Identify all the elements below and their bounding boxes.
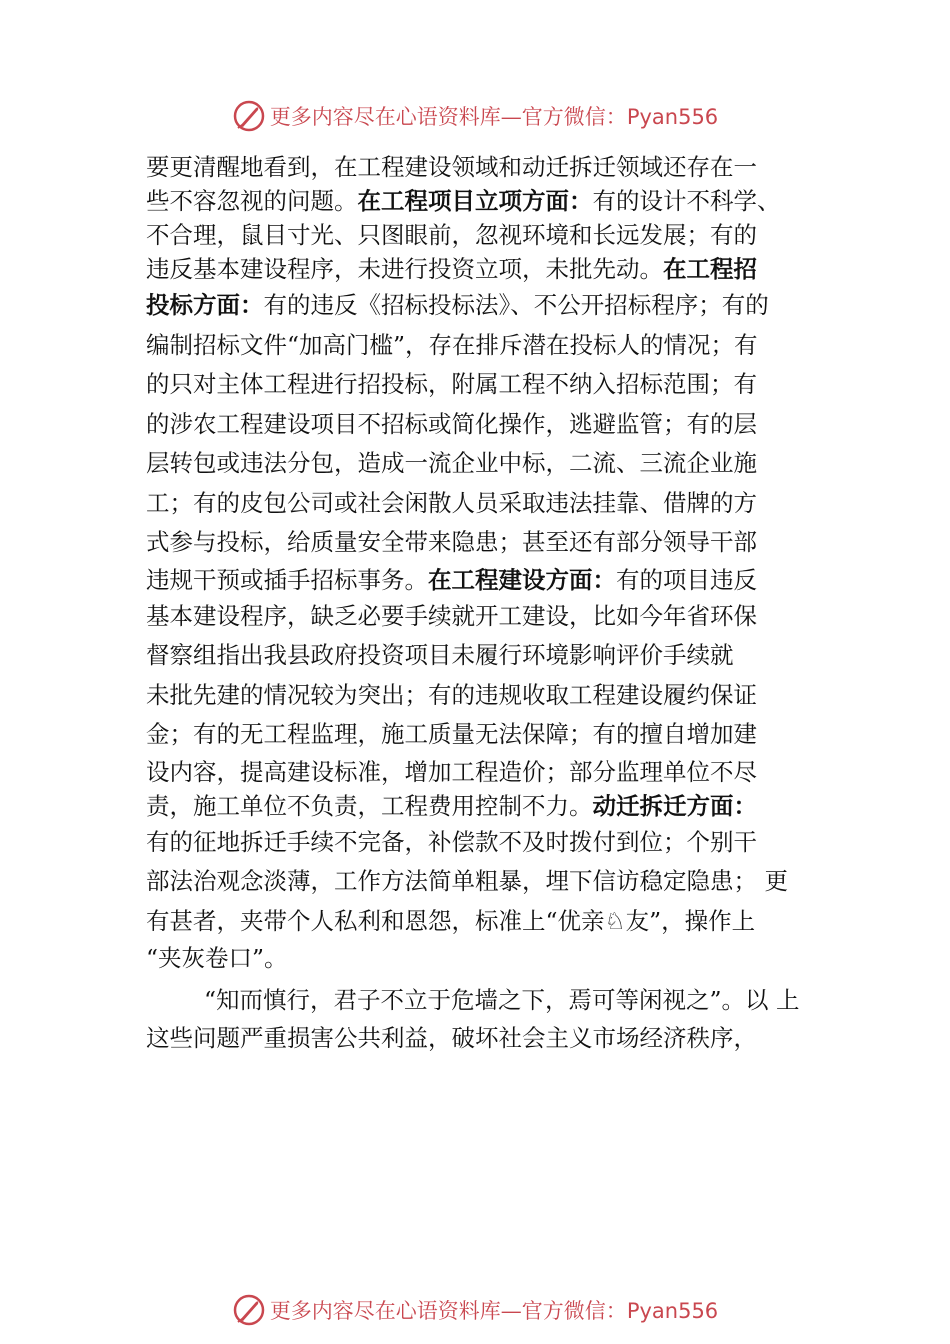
- section-heading: 动迁拆迁方面：: [592, 791, 757, 820]
- watermark-text: 更多内容尽在心语资料库—官方微信：Pyan556: [269, 1299, 719, 1323]
- text-line: 工；有的皮包公司或社会闲散人员采取违法挂靠、借牌的方: [146, 488, 757, 517]
- text-line: 要更清醒地看到，在工程建设领域和动迁拆迁领域还存在一: [146, 153, 757, 181]
- footer-watermark: [0, 1290, 950, 1330]
- paragraph-conclusion: [146, 981, 836, 1055]
- header-watermark: [0, 96, 950, 136]
- text-line: 金；有的无工程监理，施工质量无法保障；有的擅自增加建: [146, 720, 757, 748]
- text-line: 基本建设程序，缺乏必要手续就开工建设，比如今年省环保: [146, 601, 757, 630]
- text-line: “知而慎行，君子不立于危墙之下，焉可等闲视之”。以 上: [204, 986, 800, 1014]
- text-line: 部法治观念淡薄，工作方法简单粗暴，埋下信访稳定隐患； 更: [146, 867, 788, 895]
- text-line: “夹灰卷口”。: [146, 944, 288, 972]
- text-line: 的只对主体工程进行招投标，附属工程不纳入招标范围；有: [146, 370, 757, 398]
- text-line: 违规干预或插手招标事务。在工程建设方面：有的项目违反: [146, 565, 757, 594]
- text-line: 式参与投标，给质量安全带来隐患；甚至还有部分领导干部: [146, 528, 757, 556]
- text-line: 编制招标文件“加高门槛”，存在排斥潜在投标人的情况；有: [146, 330, 758, 359]
- text-line: 违反基本建设程序，未进行投资立项，未批先动。在工程招: [146, 255, 757, 283]
- text-line: 些不容忽视的问题。在工程项目立项方面：有的设计不科学、: [146, 187, 781, 215]
- quill-logo-icon: [232, 99, 266, 133]
- text-line: 不合理，鼠目寸光、只图眼前，忽视环境和长远发展；有的: [146, 221, 757, 249]
- section-heading: 在工程建设方面：: [428, 565, 616, 594]
- quill-logo-icon: [232, 1293, 266, 1327]
- text-line: 有的征地拆迁手续不完备，补偿款不及时拨付到位；个别干: [146, 827, 757, 856]
- text-line: 责，施工单位不负责，工程费用控制不力。动迁拆迁方面：: [146, 791, 757, 820]
- text-line: 层转包或违法分包，造成一流企业中标，二流、三流企业施: [146, 449, 757, 477]
- text-line: 有甚者，夹带个人私利和恩怨，标准上“优亲♘友”，操作上: [146, 906, 756, 935]
- watermark-text: 更多内容尽在心语资料库—官方微信：Pyan556: [269, 105, 719, 129]
- text-line: 投标方面：有的违反《招标投标法》、不公开招标程序；有的: [146, 291, 769, 319]
- document-body: [146, 150, 836, 1055]
- section-heading: 在工程招: [663, 255, 757, 283]
- text-line: 的涉农工程建设项目不招标或简化操作，逃避监管；有的层: [146, 409, 757, 438]
- text-line: 这些问题严重损害公共利益，破坏社会主义市场经济秩序，: [146, 1023, 757, 1052]
- section-heading: 在工程项目立项方面：: [357, 187, 593, 215]
- paragraph-issues: [146, 150, 836, 975]
- text-line: 未批先建的情况较为突出；有的违规收取工程建设履约保证: [146, 680, 757, 709]
- section-heading: 投标方面：: [146, 291, 264, 319]
- text-line: 督察组指出我县政府投资项目未履行环境影响评价手续就: [146, 641, 734, 669]
- text-line: 设内容，提高建设标准，增加工程造价；部分监理单位不尽: [146, 757, 757, 786]
